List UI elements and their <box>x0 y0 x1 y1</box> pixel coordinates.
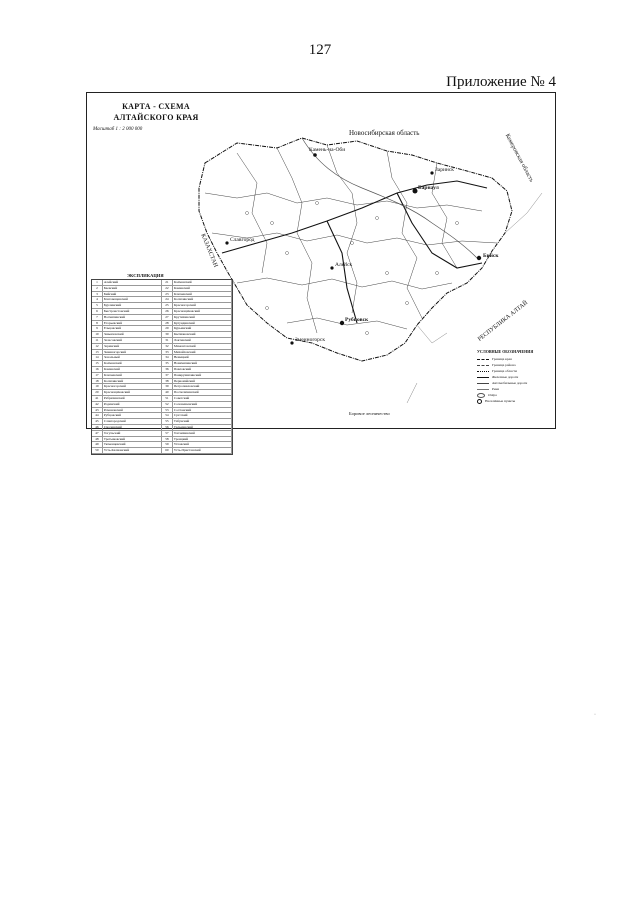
legend-district: Смоленский <box>103 425 162 430</box>
legend-number: 60 <box>162 448 173 453</box>
legend-district: Ключевский <box>103 373 162 378</box>
legend-district: Краснощёковский <box>173 309 232 314</box>
legend-number: 23 <box>162 292 173 297</box>
neighbor-label-altai-republic: РЕСПУБЛИКА АЛТАЙ <box>477 300 530 343</box>
legend-number: 17 <box>92 373 103 378</box>
symbol-row: Населённые пункты <box>477 398 555 404</box>
legend-district: Немецкий <box>173 355 232 360</box>
legend-number: 12 <box>92 344 103 349</box>
legend-district: Павловский <box>173 367 232 372</box>
legend-district: Локтевский <box>173 338 232 343</box>
legend-number: 5 <box>92 303 103 308</box>
legend-district: Волчихинский <box>103 315 162 320</box>
legend-district: Бийский <box>103 292 162 297</box>
map-title-line2: АЛТАЙСКОГО КРАЯ <box>113 113 199 122</box>
legend-number: 36 <box>162 367 173 372</box>
legend-district: Егорьевский <box>103 321 162 326</box>
map-note: Боровое лесничество <box>349 411 390 416</box>
city-label: Бийск <box>483 253 499 259</box>
legend-number: 40 <box>162 390 173 395</box>
legend-number: 55 <box>162 419 173 424</box>
legend-number: 37 <box>162 373 173 378</box>
legend-number: 34 <box>162 355 173 360</box>
legend-district: Топчихинский <box>173 431 232 436</box>
legend-district: Каменский <box>173 286 232 291</box>
legend-number: 28 <box>162 321 173 326</box>
legend-number: 47 <box>92 431 103 436</box>
legend-number: 6 <box>92 309 103 314</box>
city-label: Рубцовск <box>345 317 369 323</box>
legend-number: 32 <box>162 344 173 349</box>
legend-number: 22 <box>162 286 173 291</box>
legend-number: 51 <box>162 396 173 401</box>
legend-district: Первомайский <box>173 379 232 384</box>
neighbor-label-kazakhstan: КАЗАХСТАН <box>199 233 219 269</box>
legend-district: Краснощёковский <box>103 390 162 395</box>
legend-number: 18 <box>92 379 103 384</box>
legend-number: 19 <box>92 384 103 389</box>
legend-number: 1 <box>92 280 103 285</box>
legend-table <box>91 279 233 455</box>
legend-district: Мамонтовский <box>173 344 232 349</box>
legend-number: 25 <box>162 303 173 308</box>
symbols-title: УСЛОВНЫЕ ОБОЗНАЧЕНИЯ <box>477 349 534 354</box>
legend-number: 3 <box>92 292 103 297</box>
legend-number: 46 <box>92 425 103 430</box>
legend-district: Тальменский <box>173 425 232 430</box>
legend-number: 9 <box>92 326 103 331</box>
legend-number: 4 <box>92 297 103 302</box>
legend-district: Курьинский <box>173 326 232 331</box>
symbols-legend <box>477 349 555 404</box>
legend-district: Красногорский <box>173 303 232 308</box>
legend-row <box>92 448 232 454</box>
legend-district: Новичихинский <box>173 361 232 366</box>
legend-district: Каменский <box>103 367 162 372</box>
legend-district: Ребрихинский <box>103 396 162 401</box>
legend-number: 27 <box>162 315 173 320</box>
legend-number: 39 <box>162 384 173 389</box>
legend-number: 38 <box>162 379 173 384</box>
legend-district: Тогульский <box>103 431 162 436</box>
legend-district: Усть-Калманский <box>103 448 162 453</box>
legend-district: Змеиногорский <box>103 350 162 355</box>
legend-number: 14 <box>92 355 103 360</box>
symbol-row: Граница района <box>477 362 555 368</box>
legend-number: 11 <box>92 338 103 343</box>
city-label: Барнаул <box>418 185 439 191</box>
legend-number: 41 <box>92 396 103 401</box>
legend-district: Поспелихинский <box>173 390 232 395</box>
legend-number: 2 <box>92 286 103 291</box>
legend-district: Кулундинский <box>173 321 232 326</box>
legend-district: Кытмановский <box>173 332 232 337</box>
neighbor-label-kemerovo: Кемеровская область <box>503 133 535 184</box>
page-mark: · <box>594 712 596 718</box>
legend-number: 44 <box>92 413 103 418</box>
legend-district: Угловский <box>173 442 232 447</box>
legend-district: Тюменцевский <box>103 442 162 447</box>
legend-number: 58 <box>162 437 173 442</box>
legend-district: Солтонский <box>173 408 232 413</box>
legend-district: Косихинский <box>103 379 162 384</box>
legend-district: Крутихинский <box>173 315 232 320</box>
legend-number: 10 <box>92 332 103 337</box>
symbol-row: Реки <box>477 386 555 392</box>
legend-number: 43 <box>92 408 103 413</box>
map-title-line1: КАРТА - СХЕМА <box>122 102 190 111</box>
legend-number: 24 <box>162 297 173 302</box>
legend-district: Залесовский <box>103 338 162 343</box>
legend-title: ЭКСПЛИКАЦИЯ <box>127 273 164 278</box>
legend-district: Ельцовский <box>103 326 162 331</box>
legend-number: 21 <box>162 280 173 285</box>
legend-number: 35 <box>162 361 173 366</box>
legend-number: 30 <box>162 332 173 337</box>
legend-district: Зональный <box>103 355 162 360</box>
legend-district: Завьяловский <box>103 332 162 337</box>
symbol-row: Автомобильные дороги <box>477 380 555 386</box>
legend-district: Советский <box>173 396 232 401</box>
appendix-label: Приложение № 4 <box>446 74 556 90</box>
legend-district: Красногорский <box>103 384 162 389</box>
city-label: Заринск <box>435 167 454 173</box>
city-label: Славгород <box>230 237 255 243</box>
legend-number: 48 <box>92 437 103 442</box>
legend-district: Петропавловский <box>173 384 232 389</box>
page-number: 127 <box>308 42 332 58</box>
map-title <box>91 101 221 123</box>
legend-district: Суетский <box>173 413 232 418</box>
legend-number: 56 <box>162 425 173 430</box>
legend-district: Быстроистокский <box>103 309 162 314</box>
legend-number: 49 <box>92 442 103 447</box>
legend-number: 7 <box>92 315 103 320</box>
symbol-row: Озёра <box>477 392 555 398</box>
city-label: Змеиногорск <box>295 337 326 343</box>
symbol-row: Граница края <box>477 356 555 362</box>
legend-district: Калманский <box>103 361 162 366</box>
legend-number: 31 <box>162 338 173 343</box>
legend-district: Рубцовский <box>103 413 162 418</box>
legend-number: 52 <box>162 402 173 407</box>
legend-number: 33 <box>162 350 173 355</box>
legend-number: 54 <box>162 413 173 418</box>
legend-number: 50 <box>92 448 103 453</box>
legend-district: Косихинский <box>173 297 232 302</box>
city-label: Камень-на-Оби <box>309 147 346 153</box>
legend-district: Михайловский <box>173 350 232 355</box>
legend-number: 20 <box>92 390 103 395</box>
legend-number: 16 <box>92 367 103 372</box>
legend-number: 42 <box>92 402 103 407</box>
legend-district: Заринский <box>103 344 162 349</box>
legend-number: 53 <box>162 408 173 413</box>
symbol-row: Граница области <box>477 368 555 374</box>
legend-number: 26 <box>162 309 173 314</box>
legend-number: 45 <box>92 419 103 424</box>
map-scale: Масштаб 1 : 2 000 000 <box>93 127 143 132</box>
legend-number: 8 <box>92 321 103 326</box>
legend-district: Калманский <box>173 280 232 285</box>
legend-number: 13 <box>92 350 103 355</box>
map-figure <box>86 92 556 453</box>
legend-district: Романовский <box>103 408 162 413</box>
legend-district: Благовещенский <box>103 297 162 302</box>
legend-district: Родинский <box>103 402 162 407</box>
legend-district: Табунский <box>173 419 232 424</box>
neighbor-label-novosibirsk: Новосибирская область <box>349 129 420 137</box>
legend-district: Третьяковский <box>103 437 162 442</box>
symbol-row: Железные дороги <box>477 374 555 380</box>
legend-number: 29 <box>162 326 173 331</box>
legend-number: 15 <box>92 361 103 366</box>
legend-district: Троицкий <box>173 437 232 442</box>
legend-district: Панкрушихинский <box>173 373 232 378</box>
legend-district: Славгородский <box>103 419 162 424</box>
legend-number: 57 <box>162 431 173 436</box>
legend-district: Солонешенский <box>173 402 232 407</box>
legend-district: Бурлинский <box>103 303 162 308</box>
legend-district: Баевский <box>103 286 162 291</box>
legend-number: 59 <box>162 442 173 447</box>
legend-district: Ключевский <box>173 292 232 297</box>
city-label: Алейск <box>335 262 353 268</box>
legend-district: Усть-Пристанский <box>173 448 232 453</box>
legend-district: Алейский <box>103 280 162 285</box>
